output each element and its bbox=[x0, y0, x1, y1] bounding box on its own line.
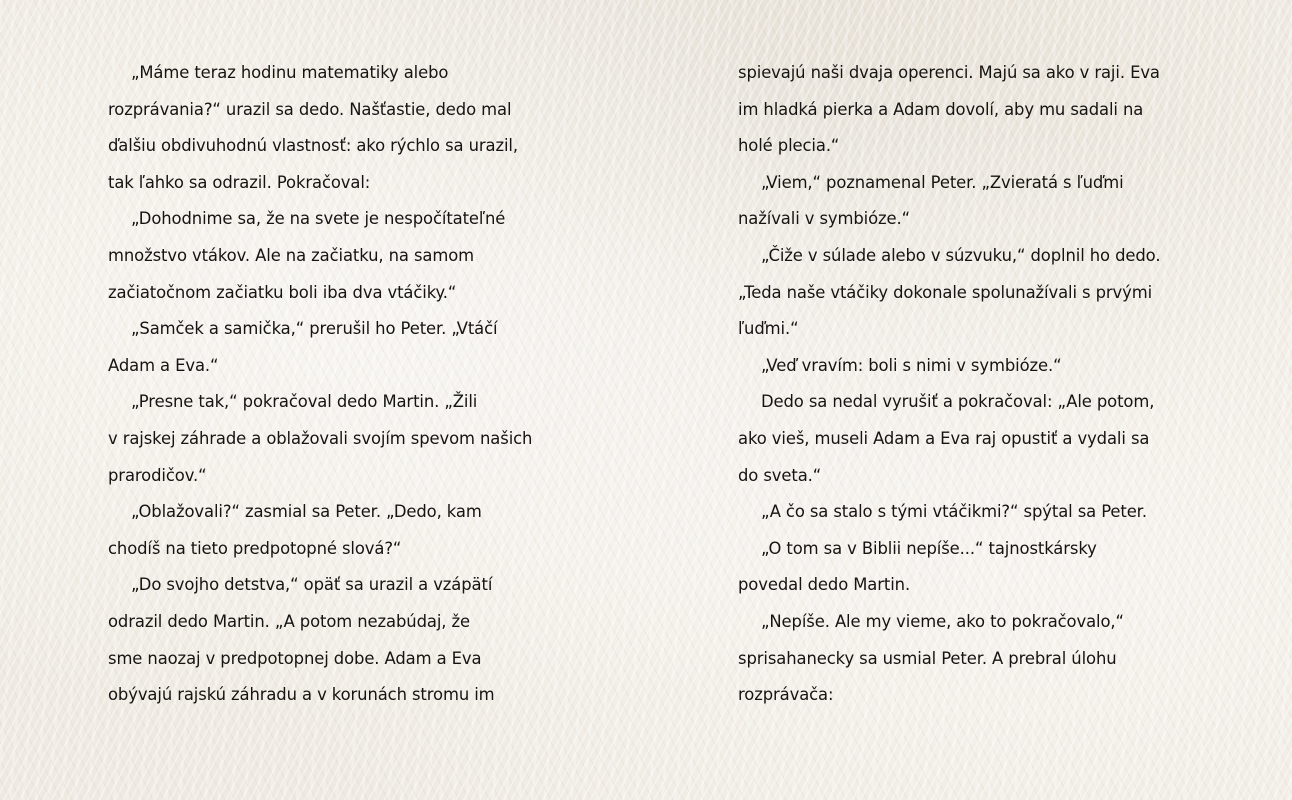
text-line: spievajú naši dvaja operenci. Majú sa ako v raji. Eva bbox=[738, 63, 1160, 82]
text-line: „Dohodnime sa, že na svete je nespočítateľné bbox=[131, 209, 506, 229]
text-line: sprisahanecky sa usmial Peter. A prebral úlohu bbox=[738, 648, 1117, 668]
text-line: v rajskej záhrade a oblažovali svojím spevom našich bbox=[108, 428, 533, 448]
text-line: „A čo sa stalo s tými vtáčikmi?“ spýtal sa Peter. bbox=[761, 502, 1147, 522]
text-line: povedal dedo Martin. bbox=[738, 575, 911, 595]
text-line: do sveta.“ bbox=[738, 465, 822, 485]
text-line: odrazil dedo Martin. „A potom nezabúdaj, že bbox=[108, 611, 470, 631]
text-line: „Máme teraz hodinu matematiky alebo bbox=[131, 63, 449, 82]
text-line: „Teda naše vtáčiky dokonale spolunažívali s prvými bbox=[738, 282, 1153, 302]
text-line: tak ľahko sa odrazil. Pokračoval: bbox=[108, 172, 371, 192]
text-line: ľuďmi.“ bbox=[738, 319, 799, 339]
text-line: „Čiže v súlade alebo v súzvuku,“ doplnil ho dedo. bbox=[761, 245, 1161, 265]
text-line: „Presne tak,“ pokračoval dedo Martin. „Žili bbox=[131, 392, 478, 412]
text-line: Adam a Eva.“ bbox=[108, 355, 219, 375]
text-line: sme naozaj v predpotopnej dobe. Adam a Eva bbox=[108, 648, 482, 668]
text-line: ako vieš, museli Adam a Eva raj opustiť a vydali sa bbox=[738, 428, 1150, 448]
text-line: „O tom sa v Biblii nepíše...“ tajnostkársky bbox=[761, 538, 1097, 558]
text-line: ďalšiu obdivuhodnú vlastnosť: ako rýchlo sa urazil, bbox=[108, 136, 518, 156]
text-line: množstvo vtákov. Ale na začiatku, na samom bbox=[108, 245, 475, 265]
text-line: im hladká pierka a Adam dovolí, aby mu sadali na bbox=[738, 99, 1144, 119]
text-line: „Viem,“ poznamenal Peter. „Zvieratá s ľuďmi bbox=[761, 172, 1124, 192]
text-line: Dedo sa nedal vyrušiť a pokračoval: „Ale potom, bbox=[761, 392, 1155, 412]
text-line: „Do svojho detstva,“ opäť sa urazil a vzápätí bbox=[131, 575, 493, 595]
text-line: „Nepíše. Ale my vieme, ako to pokračovalo,“ bbox=[761, 611, 1124, 631]
text-line: obývajú rajskú záhradu a v korunách stromu im bbox=[108, 685, 495, 705]
text-line: „Oblažovali?“ zasmial sa Peter. „Dedo, kam bbox=[131, 502, 482, 522]
text-line: „Samček a samička,“ prerušil ho Peter. „Vtáčí bbox=[131, 319, 498, 339]
left-page bbox=[108, 55, 578, 714]
text-line: holé plecia.“ bbox=[738, 136, 840, 156]
text-line: chodíš na tieto predpotopné slová?“ bbox=[108, 538, 402, 558]
text-line: nažívali v symbióze.“ bbox=[738, 209, 911, 229]
text-line: začiatočnom začiatku boli iba dva vtáčiky.“ bbox=[108, 282, 457, 302]
text-line: prarodičov.“ bbox=[108, 465, 207, 485]
text-line: rozprávania?“ urazil sa dedo. Našťastie, dedo mal bbox=[108, 99, 512, 119]
text-line: rozprávača: bbox=[738, 685, 834, 705]
right-page bbox=[738, 55, 1208, 714]
text-line: „Veď vravím: boli s nimi v symbióze.“ bbox=[761, 355, 1062, 375]
